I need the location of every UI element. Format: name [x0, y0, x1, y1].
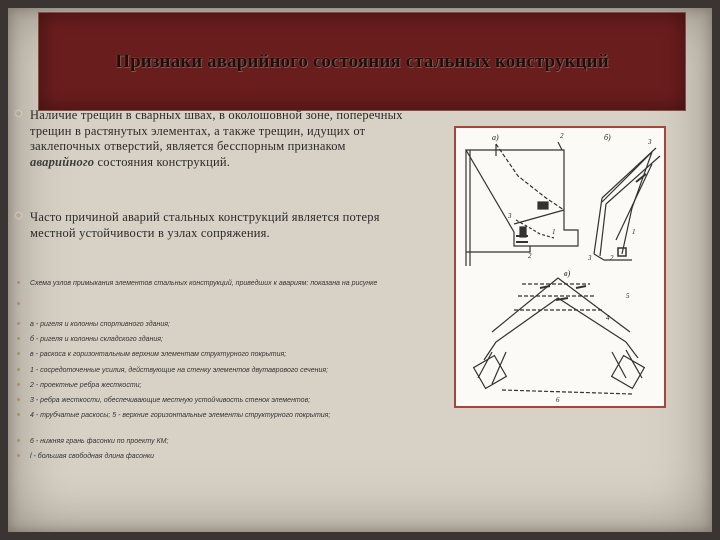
note-item: l - большая свободная длина фасонки: [30, 452, 415, 461]
note-item: 1 - сосредоточенные усилия, действующие на стенку элементов двутаврового сечения;: [30, 366, 415, 375]
bullet-cracks: [30, 108, 410, 170]
num-2c: 2: [528, 252, 532, 260]
label-b: б): [604, 133, 611, 142]
num-4: 4: [606, 314, 610, 322]
structural-diagram: [454, 126, 666, 408]
bullet-stability: [30, 210, 410, 241]
num-1b: 1: [632, 228, 636, 236]
num-3: 3: [508, 212, 512, 220]
num-3b: 3: [588, 254, 592, 262]
diagram-svg: [456, 128, 664, 406]
title-banner: [38, 12, 686, 111]
node-a-drawing: [466, 142, 578, 266]
note-item: 6 - нижняя грань фасонки по проекту КМ;: [30, 437, 415, 446]
num-5: 5: [626, 292, 630, 300]
note-item: 4 - трубчатые раскосы; 5 - верхние горизонтальные элементы структурного покрытия;: [30, 411, 415, 420]
note-item: в - раскоса к горизонтальным верхним элементам структурного покрытия;: [30, 350, 415, 359]
node-v-drawing: [474, 278, 645, 394]
num-6: 6: [556, 396, 560, 404]
num-1: 1: [552, 228, 556, 236]
node-b-drawing: [594, 148, 660, 260]
bullet-text: Часто причиной аварий стальных конструкций является потеря местной устойчивости в узлах сопряжения.: [30, 210, 380, 240]
bullet-marker: [16, 213, 21, 218]
slide-title: Признаки аварийного состояния стальных конструкций: [115, 51, 609, 72]
note-item: б - ригеля и колонны складского здания;: [30, 335, 415, 344]
note-item: 3 - ребра жесткости, обеспечивающие местную устойчивость стенок элементов;: [30, 396, 415, 405]
num-2: 2: [560, 132, 564, 140]
note-item: 2 - проектные ребра жесткости;: [30, 381, 415, 390]
num-2b: 2: [610, 254, 614, 262]
label-v: в): [564, 269, 571, 278]
note-item: Схема узлов примыкания элементов стальных конструкций, приведших к авариям: показана на рисунке: [30, 279, 415, 288]
bullet-emphasis: аварийного: [30, 154, 95, 169]
note-item: а - ригеля и колонны спортивного здания;: [30, 320, 415, 329]
bullet-text: Наличие трещин в сварных швах, в околошовной зоне, поперечных трещин в растянутых элементах, а также трещин, идущих от заклепочных отверстий, является бесспорным признаком: [30, 108, 403, 153]
bullet-marker: [16, 111, 21, 116]
bullet-text-end: состояния конструкций.: [94, 154, 231, 169]
label-a: а): [492, 133, 499, 142]
num-3c: 3: [648, 138, 652, 146]
